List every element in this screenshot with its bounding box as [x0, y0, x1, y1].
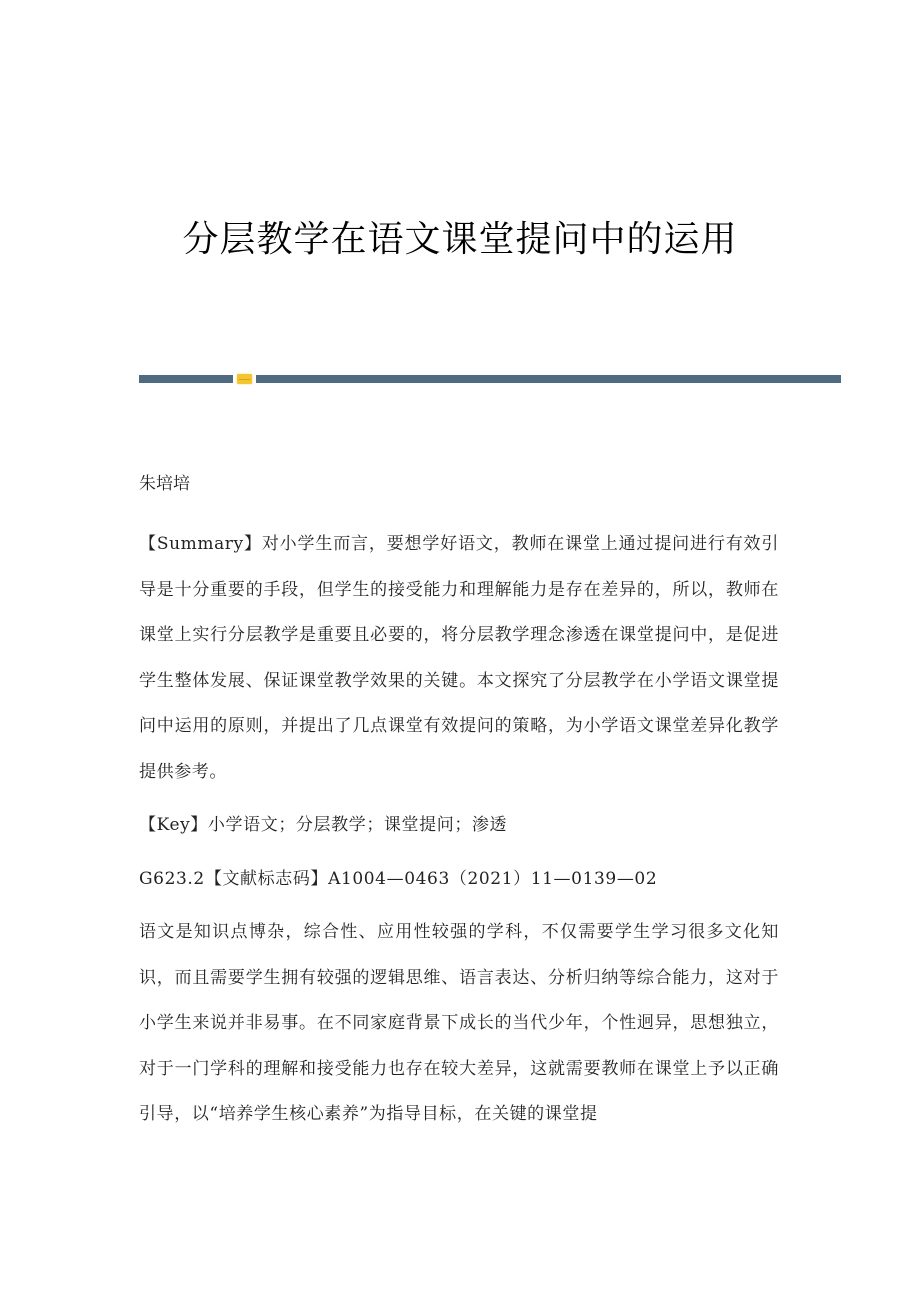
keywords-paragraph	[139, 803, 779, 849]
summary-text: 对小学生而言，要想学好语文，教师在课堂上通过提问进行有效引导是十分重要的手段，但学生的接受能力和理解能力是存在差异的，所以，教师在课堂上实行分层教学是重要且必要的，将分层教学理念渗透在课堂提问中，是促进学生整体发展、保证课堂教学效果的关键。本文探究了分层教学在小学语文课堂提问中运用的原则，并提出了几点课堂有效提问的策略，为小学语文课堂差异化教学提供参考。	[139, 534, 779, 782]
doc-code-label: 【文献标志码】	[204, 868, 329, 889]
summary-paragraph	[139, 522, 779, 795]
doc-code: A1004—0463（2021）11—0139—02	[328, 868, 658, 889]
title-divider	[139, 374, 841, 384]
author-name: 朱培培	[139, 474, 190, 494]
keywords-text: 小学语文；分层教学；课堂提问；渗透	[207, 815, 508, 835]
divider-bar-right	[256, 375, 841, 383]
classification-line	[139, 857, 779, 903]
body-paragraph: 语文是知识点博杂，综合性、应用性较强的学科，不仅需要学生学习很多文化知识，而且需要学生拥有较强的逻辑思维、语言表达、分析归纳等综合能力，这对于小学生来说并非易事。在不同家庭背景下成长的当代少年，个性迥异，思想独立，对于一门学科的理解和接受能力也存在较大差异，这就需要教师在课堂上予以正确引导，以“培养学生核心素养”为指导目标，在关键的课堂提	[139, 922, 779, 1124]
summary-label: 【Summary】	[139, 534, 262, 554]
page-title: 分层教学在语文课堂提问中的运用	[182, 219, 738, 260]
article-body	[139, 466, 779, 1138]
keywords-label: 【Key】	[139, 815, 208, 835]
clc-number: G623.2	[139, 868, 205, 889]
envelope-icon	[237, 374, 252, 384]
divider-bar-left	[139, 375, 233, 383]
